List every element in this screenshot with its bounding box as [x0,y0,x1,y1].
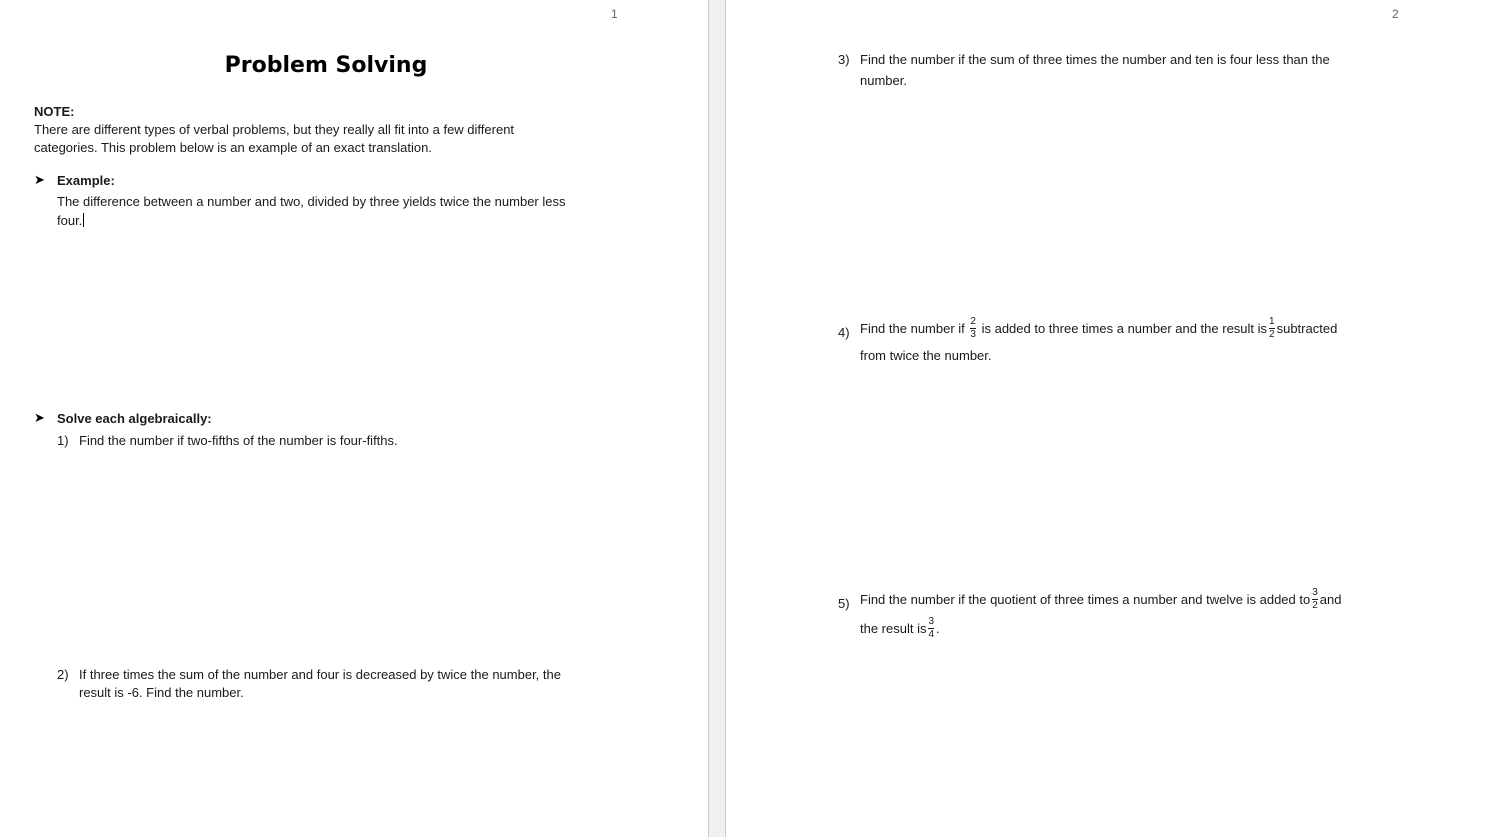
problem-4-text-c: subtracted [1276,320,1338,336]
text-cursor [83,213,84,227]
problem-5-line-1 [860,589,1341,612]
fraction-denominator: 2 [1269,329,1275,340]
problem-5-text-a: Find the number if the quotient of three times a number and twelve is added to [860,591,1311,607]
fraction-three-quarters [928,617,934,640]
example-line-1: The difference between a number and two, divided by three yields twice the number less [57,194,566,209]
problem-3-line-1: Find the number if the sum of three times the number and ten is four less than the [860,52,1330,67]
problem-4-line-1 [860,318,1337,341]
document-page-1 [0,0,708,837]
problem-5-number: 5) [838,596,850,611]
problem-3-line-2: number. [860,73,907,88]
problem-1-number: 1) [57,433,69,448]
fraction-numerator: 3 [928,616,935,627]
fraction-one-half [1269,317,1275,340]
problem-4-text-a: Find the number if [860,320,965,336]
problem-4-number: 4) [838,325,850,340]
page-number: 2 [1392,7,1399,21]
page-number: 1 [611,7,618,21]
fraction-numerator: 1 [1269,316,1275,327]
fraction-denominator: 4 [928,629,935,640]
page-gutter [708,0,726,837]
note-label: NOTE: [34,104,75,119]
fraction-two-thirds [970,317,976,340]
problem-5-text-d: . [936,620,940,636]
problem-4-text-b: is added to three times a number and the result is [981,320,1268,336]
solve-label: Solve each algebraically: [57,411,212,426]
problem-3-number: 3) [838,52,850,67]
fraction-three-halves [1312,588,1318,611]
problem-1-text: Find the number if two-fifths of the number is four-fifths. [79,433,398,448]
problem-5-text-c: the result is [860,620,927,636]
bullet-arrow-icon: ➤ [34,172,45,187]
example-line-2-text: four. [57,213,83,228]
problem-2-line-2: result is -6. Find the number. [79,685,244,700]
problem-2-line-1: If three times the sum of the number and four is decreased by twice the number, the [79,667,561,682]
example-label: Example: [57,173,115,188]
problem-4-line-2: from twice the number. [860,348,992,363]
fraction-denominator: 3 [970,329,976,340]
document-page-2 [726,0,1511,837]
bullet-arrow-icon: ➤ [34,410,45,425]
problem-2-number: 2) [57,667,69,682]
fraction-numerator: 2 [970,316,976,327]
problem-5-text-b: and [1319,591,1342,607]
fraction-numerator: 3 [1312,587,1318,598]
page-title: Problem Solving [224,53,428,78]
note-line-2: categories. This problem below is an example of an exact translation. [34,140,432,155]
note-line-1: There are different types of verbal problems, but they really all fit into a few different [34,122,515,137]
fraction-denominator: 2 [1312,600,1318,611]
example-line-2[interactable] [57,212,84,230]
problem-5-line-2 [860,618,940,641]
